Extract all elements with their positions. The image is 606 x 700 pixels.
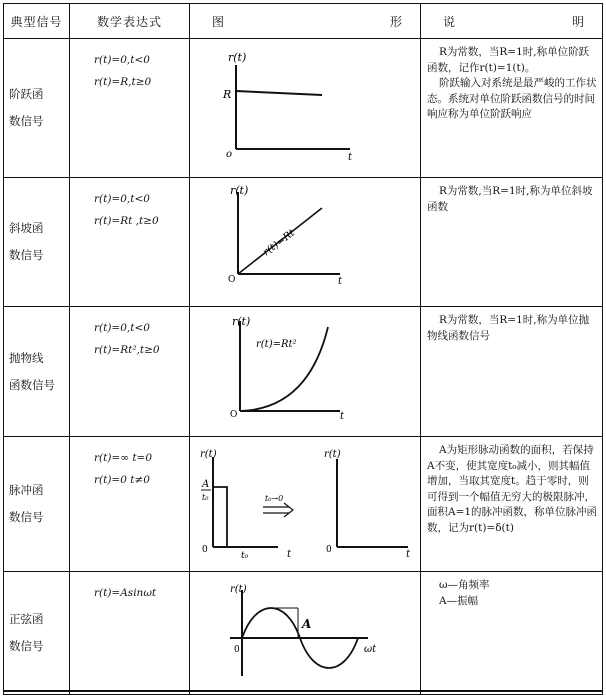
table-header-row xyxy=(4,4,603,39)
step-level-line xyxy=(236,91,322,95)
sine-description-cell xyxy=(421,572,603,695)
sine-description-text: ω—角频率 xyxy=(439,579,490,591)
impulse-left-y-label: r(t) xyxy=(200,449,217,460)
header-type: 典型信号 xyxy=(4,4,70,39)
ramp-figure-cell xyxy=(190,178,421,307)
impulse-pulse-rect xyxy=(213,487,227,547)
table-bottom-rule xyxy=(3,690,602,692)
header-description-left: 说 xyxy=(443,14,456,29)
step-level-label: R xyxy=(223,88,232,101)
impulse-description-cell xyxy=(421,437,603,572)
impulse-expression-line: r(t)=∞ t=0 xyxy=(94,452,153,464)
step-type-line: 阶跃函 xyxy=(9,87,44,101)
ramp-origin-label: O xyxy=(228,275,236,285)
header-description xyxy=(421,4,603,39)
impulse-left-x-label: t xyxy=(287,549,292,560)
impulse-arrow-head xyxy=(284,503,293,517)
impulse-type-cell xyxy=(4,437,70,572)
parabola-expression-line: r(t)=Rt²,t≥0 xyxy=(94,344,160,356)
parabola-curve-label: r(t)=Rt² xyxy=(256,339,297,350)
step-origin-label: o xyxy=(226,149,233,160)
parabola-origin-label: O xyxy=(230,410,238,420)
step-description-text: R为常数，当R=1时,称单位阶跃函数，记作r(t)=1(t)。 xyxy=(427,46,590,74)
impulse-amplitude-denominator: t₀ xyxy=(202,493,209,502)
ramp-x-label: t xyxy=(338,276,343,287)
header-expression: 数学表达式 xyxy=(70,4,190,39)
sine-y-label: r(t) xyxy=(230,584,247,595)
parabola-expression-cell xyxy=(70,307,190,437)
parabola-type-line: 抛物线 xyxy=(9,350,44,365)
ramp-expression-line: r(t)=0,t<0 xyxy=(94,193,150,205)
sine-expression-cell xyxy=(70,572,190,695)
step-description-text: 阶跃输入对系统是最严峻的工作状态。系统对单位阶跃函数信号的时间响应称为单位阶跃响应 xyxy=(427,77,597,120)
parabola-graph xyxy=(190,307,421,436)
header-description-right: 明 xyxy=(571,14,584,29)
table-row-sine xyxy=(4,572,603,695)
ramp-expression-cell xyxy=(70,178,190,307)
step-description-cell xyxy=(421,39,603,178)
impulse-left-origin-label: 0 xyxy=(202,545,208,555)
step-graph xyxy=(190,39,421,177)
ramp-description-cell xyxy=(421,178,603,307)
ramp-type-line: 数信号 xyxy=(9,248,44,262)
ramp-y-label: r(t) xyxy=(230,184,249,197)
impulse-right-origin-label: 0 xyxy=(326,545,332,555)
step-x-label: t xyxy=(348,152,353,163)
impulse-figure-cell xyxy=(190,437,421,572)
sine-type-line: 正弦函 xyxy=(9,612,44,626)
impulse-expression-line: r(t)=0 t≠0 xyxy=(94,474,150,486)
header-figure-right: 形 xyxy=(389,14,402,29)
impulse-type-line: 数信号 xyxy=(9,510,44,524)
sine-type-line: 数信号 xyxy=(9,639,44,653)
impulse-expression-cell xyxy=(70,437,190,572)
step-expression-cell xyxy=(70,39,190,178)
step-y-label: r(t) xyxy=(228,51,247,64)
ramp-description-text: R为常数,当R=1时,称为单位斜坡函数 xyxy=(427,185,593,213)
impulse-limit-label: t₀→0 xyxy=(265,494,284,503)
ramp-expression-line: r(t)=Rt ,t≥0 xyxy=(94,215,159,227)
sine-type-cell xyxy=(4,572,70,695)
header-figure-left: 图 xyxy=(212,14,225,29)
sine-origin-label: 0 xyxy=(234,645,240,655)
parabola-y-label: r(t) xyxy=(232,315,251,328)
table-row-step xyxy=(4,39,603,178)
impulse-amplitude-numerator: A xyxy=(202,479,210,490)
step-type-cell xyxy=(4,39,70,178)
sine-x-label: ωt xyxy=(364,644,377,655)
sine-graph xyxy=(190,572,421,694)
ramp-type-cell xyxy=(4,178,70,307)
sine-figure-cell xyxy=(190,572,421,695)
table-row-impulse xyxy=(4,437,603,572)
table-row-ramp xyxy=(4,178,603,307)
parabola-figure-cell xyxy=(190,307,421,437)
parabola-description-text: R为常数，当R=1时,称为单位抛物线函数信号 xyxy=(427,314,590,342)
ramp-curve-label: r(t)=Rt xyxy=(261,227,297,259)
impulse-right-x-label: t xyxy=(406,549,411,560)
header-figure xyxy=(190,4,421,39)
parabola-description-cell xyxy=(421,307,603,437)
ramp-type-line: 斜坡函 xyxy=(9,221,44,235)
step-expression-line: r(t)=R,t≥0 xyxy=(94,76,152,88)
step-expression-line: r(t)=0,t<0 xyxy=(94,54,150,66)
ramp-graph xyxy=(190,178,421,306)
parabola-type-cell xyxy=(4,307,70,437)
sine-description-text: A—振幅 xyxy=(439,594,479,607)
step-figure-cell xyxy=(190,39,421,178)
step-type-line: 数信号 xyxy=(9,114,44,128)
typical-signals-table xyxy=(3,3,603,695)
sine-amplitude-label: A xyxy=(302,617,312,631)
impulse-width-label: t₀ xyxy=(241,551,249,561)
impulse-graph xyxy=(190,437,421,571)
impulse-description-text: A为矩形脉动函数的面积，若保持A不变，使其宽度t₀减小，则其幅值增加，当取其宽度t。趋于零时，则可得到一个幅值无穷大的极限脉冲，面积A=1的脉冲函数，称单位脉冲函数，记为r(t)=δ(t) xyxy=(427,444,598,534)
parabola-x-label: t xyxy=(340,411,345,422)
sine-expression-line: r(t)=Asinωt xyxy=(94,587,157,599)
parabola-type-line: 函数信号 xyxy=(9,377,55,392)
impulse-right-y-label: r(t) xyxy=(324,449,341,460)
table-row-parabola xyxy=(4,307,603,437)
parabola-expression-line: r(t)=0,t<0 xyxy=(94,322,150,334)
impulse-type-line: 脉冲函 xyxy=(9,483,44,497)
